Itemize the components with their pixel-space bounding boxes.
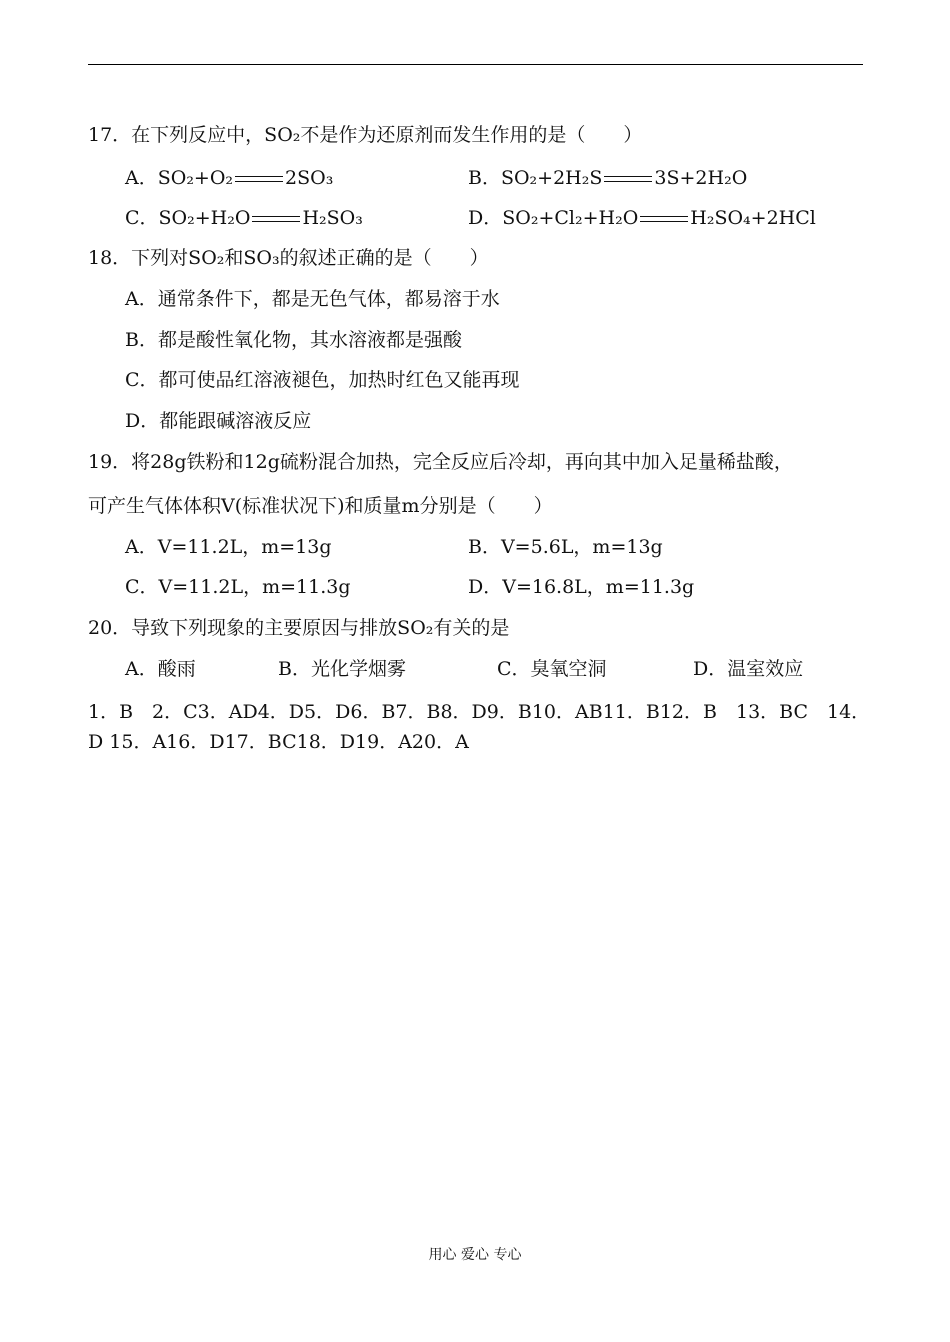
q17-c-products: H₂SO₃ bbox=[302, 207, 363, 229]
equals-sign-icon bbox=[235, 176, 283, 182]
q17-d-products: H₂SO₄+2HCl bbox=[690, 207, 816, 229]
q20-option-b: B．光化学烟雾 bbox=[278, 658, 406, 680]
q17-b-reactants: B．SO₂+2H₂S bbox=[468, 167, 603, 189]
q17-stem: 17．在下列反应中，SO₂不是作为还原剂而发生作用的是（ ） bbox=[88, 124, 643, 146]
q19-option-a: A．V=11.2L，m=13g bbox=[125, 536, 332, 558]
q18-option-d: D．都能跟碱溶液反应 bbox=[125, 410, 312, 432]
q19-stem-line1: 19．将28g铁粉和12g硫粉混合加热，完全反应后冷却，再向其中加入足量稀盐酸， bbox=[88, 451, 793, 473]
q17-a-reactants: A．SO₂+O₂ bbox=[125, 167, 234, 189]
q18-option-a: A．通常条件下，都是无色气体，都易溶于水 bbox=[125, 288, 500, 310]
equals-sign-icon bbox=[640, 216, 688, 222]
answer-key: 1．B 2．C3．AD4．D5．D6．B7．B8．D9．B10．AB11．B12．B 13．BC 14． D 15．A16．D17．BC18．D19．A20．A bbox=[88, 701, 880, 753]
q18-option-b: B．都是酸性氧化物，其水溶液都是强酸 bbox=[125, 329, 462, 351]
q20-option-c: C．臭氧空洞 bbox=[497, 658, 607, 680]
q17-c-reactants: C．SO₂+H₂O bbox=[125, 207, 251, 229]
q17-option-c bbox=[125, 204, 363, 232]
q17-option-a bbox=[125, 164, 333, 192]
q20-stem: 20．导致下列现象的主要原因与排放SO₂有关的是 bbox=[88, 617, 510, 639]
q18-stem: 18．下列对SO₂和SO₃的叙述正确的是（ ） bbox=[88, 247, 489, 269]
q19-option-d: D．V=16.8L，m=11.3g bbox=[468, 576, 695, 598]
q17-option-b bbox=[468, 164, 747, 192]
q19-stem-line2: 可产生气体体积V(标准状况下)和质量m分别是（ ） bbox=[88, 495, 553, 517]
q17-a-products: 2SO₃ bbox=[285, 167, 334, 189]
q20-option-a: A．酸雨 bbox=[125, 658, 196, 680]
equals-sign-icon bbox=[604, 176, 652, 182]
equals-sign-icon bbox=[252, 216, 300, 222]
page-footer: 用心 爱心 专心 bbox=[428, 1247, 522, 1263]
q17-b-products: 3S+2H₂O bbox=[654, 167, 748, 189]
q17-d-reactants: D．SO₂+Cl₂+H₂O bbox=[468, 207, 639, 229]
header-rule bbox=[88, 64, 863, 65]
q20-option-d: D．温室效应 bbox=[693, 658, 804, 680]
q18-option-c: C．都可使品红溶液褪色，加热时红色又能再现 bbox=[125, 369, 520, 391]
q17-option-d bbox=[468, 204, 816, 232]
q19-option-b: B．V=5.6L，m=13g bbox=[468, 536, 663, 558]
q19-option-c: C．V=11.2L，m=11.3g bbox=[125, 576, 351, 598]
